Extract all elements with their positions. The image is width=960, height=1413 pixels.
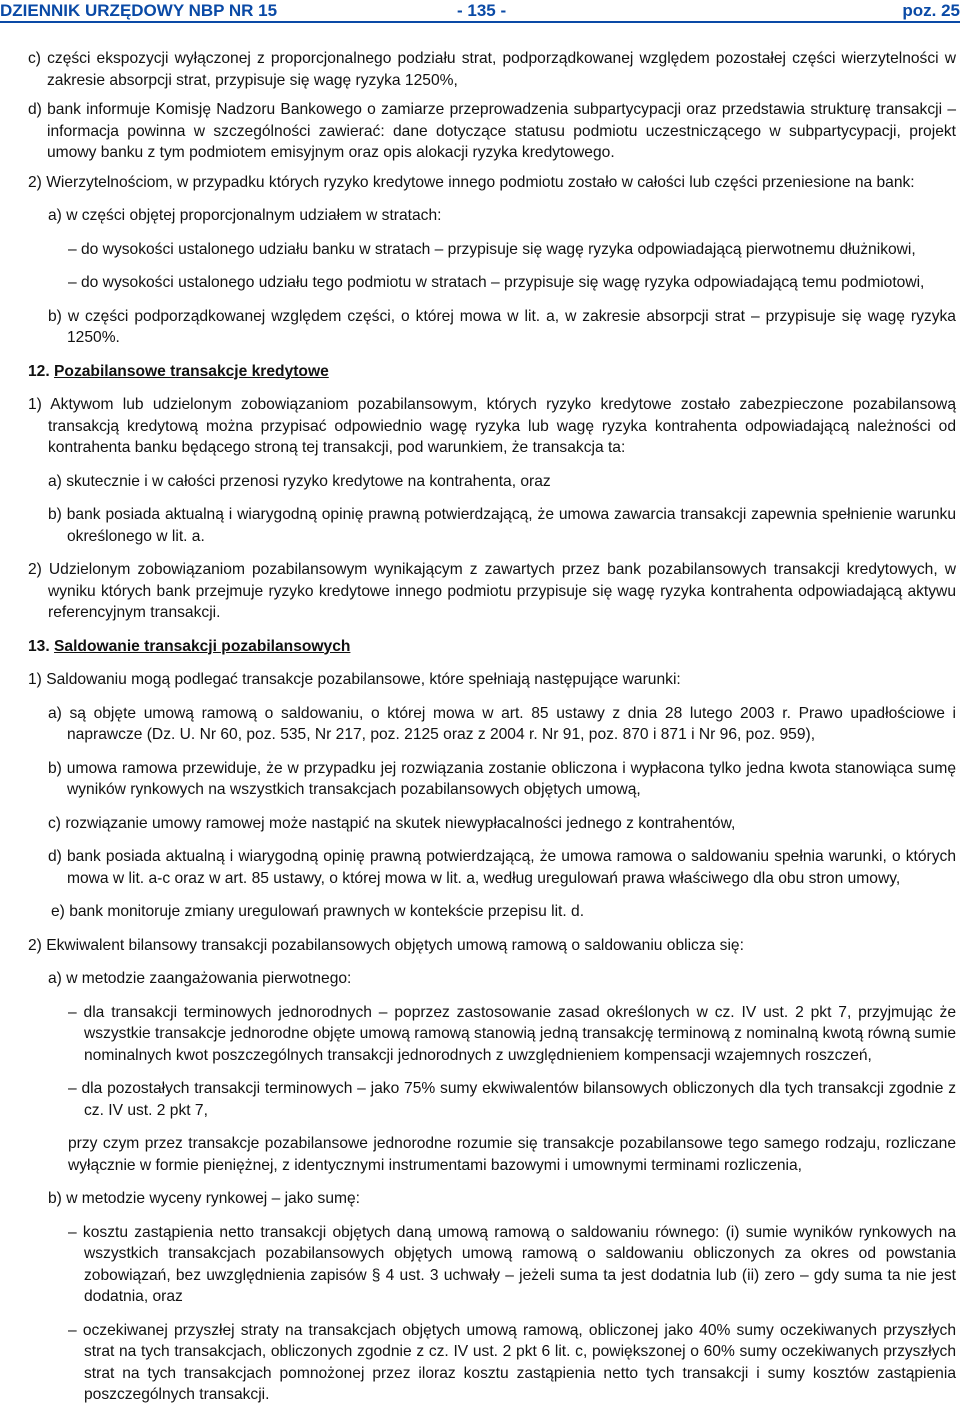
dash-item: – dla transakcji terminowych jednorodnych – poprzez zastosowanie zasad określonych w cz. IV ust. 2 pkt 7, przyjmując że wszystkie transakcje jednorodne objęte umową ramową stanowią jedną transakcję terminową z nominalną kwotą równą sumie nominalnych kwot poszczególnych transakcji jednorodnych z uwzględnieniem kompensacji wzajemnych roszczeń, — [68, 1003, 956, 1064]
document-body — [28, 48, 956, 1406]
item-b: b) w metodzie wyceny rynkowej – jako sumę: — [48, 1190, 360, 1207]
dash-item: – oczekiwanej przyszłej straty na transakcjach objętych umową ramową, obliczonej jako 40% sumy oczekiwanych przyszłych strat na tych transakcjach, obliczonych zgodnie z cz. IV ust. 2 pkt 6 lit. c, powiększonej o 60% sumy oczekiwanych przyszłych strat na tych transakcjach pomnożonej przez iloraz kosztu zastąpienia netto tych transakcji i sumy kosztów zastąpienia poszczególnych transakcji. — [68, 1321, 956, 1403]
page-number: - 135 - — [457, 1, 507, 20]
item-e: e) bank monitoruje zmiany uregulowań prawnych w kontekście przepisu lit. d. — [51, 903, 585, 920]
item-a: a) skutecznie i w całości przenosi ryzyko kredytowe na kontrahenta, oraz — [48, 472, 551, 490]
item-a: a) w metodzie zaangażowania pierwotnego: — [48, 970, 352, 987]
section-heading-13 — [28, 636, 956, 658]
section-heading-12 — [28, 361, 956, 383]
item-a: a) w części objętej proporcjonalnym udziałem w stratach: — [48, 207, 442, 224]
dash-item: – dla pozostałych transakcji terminowych – jako 75% sumy ekwiwalentów bilansowych obliczonych dla tych transakcji zgodnie z cz. IV ust. 2 pkt 7, — [68, 1080, 956, 1119]
header-rule — [0, 21, 960, 23]
item-b: b) umowa ramowa przewiduje, że w przypadku jej rozwiązania zostanie obliczona i wypłacona tylko jedna kwota stanowiąca sumę wyników rynkowych na wszystkich transakcjach pozabilansowych objętych umową, — [48, 759, 956, 798]
position-number: poz. 25 — [902, 1, 960, 20]
point-2: 2) Ekwiwalent bilansowy transakcji pozabilansowych objętych umową ramową o saldowaniu oblicza się: — [28, 936, 744, 954]
page-header — [0, 0, 960, 18]
point-1: 1) Saldowaniu mogą podlegać transakcje pozabilansowe, które spełniają następujące warunki: — [28, 671, 681, 688]
continuation-text: przy czym przez transakcje pozabilansowe jednorodne rozumie się transakcje pozabilansowe tego samego rodzaju, rozliczane wyłącznie w formie pieniężnej, z identycznymi instrumentami bazowymi i umownymi terminami rozliczenia, — [68, 1135, 956, 1174]
section-title: Saldowanie transakcji pozabilansowych — [54, 637, 351, 655]
section-title: Pozabilansowe transakcje kredytowe — [54, 362, 329, 380]
item-b: b) w części podporządkowanej względem części, o której mowa w lit. a, w zakresie absorpcji strat – przypisuje się wagę ryzyka 1250%. — [48, 307, 956, 346]
item-a: a) są objęte umową ramową o saldowaniu, o której mowa w art. 85 ustawy z dnia 28 lutego 2003 r. Prawo upadłościowe i naprawcze (Dz. U. Nr 60, poz. 535, Nr 217, poz. 2125 oraz z 2004 r. Nr 91, poz. 870 i 871 i Nr 96, poz. 959), — [48, 704, 956, 743]
point-1: 1) Aktywom lub udzielonym zobowiązaniom pozabilansowym, których ryzyko kredytowe zostało zabezpieczone pozabilansową transakcją kredytową można przypisać odpowiednio wagę ryzyka lub wagę ryzyka kontrahenta odpowiadającą należności od kontrahenta banku będącego stroną tej transakcji, pod warunkiem, że transakcja ta: — [28, 396, 956, 456]
item-d: d) bank posiada aktualną i wiarygodną opinię prawną potwierdzającą, że umowa ramowa o saldowaniu spełnia warunki, o których mowa w lit. a-c oraz w art. 85 ustawy, o której mowa w lit. a, według uregulowań prawa właściwego dla obu stron umowy, — [48, 848, 956, 887]
section-number: 12. — [28, 362, 50, 380]
section-number: 13. — [28, 637, 50, 655]
item-b: b) bank posiada aktualną i wiarygodną opinię prawną potwierdzającą, że umowa zawarcia transakcji zapewnia spełnienie warunku określonego w lit. a. — [48, 506, 956, 545]
point-2: 2) Wierzytelnościom, w przypadku których ryzyko kredytowe innego podmiotu zostało w całości lub części przeniesione na bank: — [28, 173, 915, 191]
item-c: c) części ekspozycji wyłączonej z proporcjonalnego podziału strat, podporządkowanej względem pozostałej części wierzytelności w zakresie absorpcji strat, przypisuje się wagę ryzyka 1250%, — [28, 50, 956, 89]
point-2: 2) Udzielonym zobowiązaniom pozabilansowym wynikającym z zawartych przez bank pozabilansowych transakcji kredytowych, w wyniku których bank przejmuje ryzyko kredytowe innego podmiotu przypisuje się wagę ryzyka kontrahenta odpowiadającą aktywu referencyjnym transakcji. — [28, 561, 956, 621]
dash-item: – do wysokości ustalonego udziału tego podmiotu w stratach – przypisuje się wagę ryzyka odpowiadającą temu podmiotowi, — [68, 274, 925, 291]
item-c: c) rozwiązanie umowy ramowej może nastąpić na skutek niewypłacalności jednego z kontrahentów, — [48, 814, 736, 832]
dash-item: – do wysokości ustalonego udziału banku w stratach – przypisuje się wagę ryzyka odpowiadającą pierwotnemu dłużnikowi, — [68, 240, 916, 258]
dash-item: – kosztu zastąpienia netto transakcji objętych daną umową ramową o saldowaniu równego: (i) sumie wyników rynkowych na wszystkich transakcjach pozabilansowych objętych umową ramową o saldowaniu obliczonych za okres od powstania zobowiązań, bez uwzględnienia zapisów § 4 ust. 3 uchwały – jeżeli suma ta jest dodatnia lub (ii) zero – gdy suma ta nie jest dodatnia, oraz — [68, 1223, 956, 1305]
journal-title: DZIENNIK URZĘDOWY NBP NR 15 — [0, 1, 278, 20]
item-d: d) bank informuje Komisję Nadzoru Bankowego o zamiarze przeprowadzenia subpartycypacji oraz przedstawia strukturę transakcji – informacja powinna w szczególności zawierać: dane dotyczące statusu podmiotu uczestniczącego w subpartycypacji, projekt umowy banku z tym podmiotem emisyjnym oraz opis alokacji ryzyka kredytowego. — [28, 101, 956, 161]
